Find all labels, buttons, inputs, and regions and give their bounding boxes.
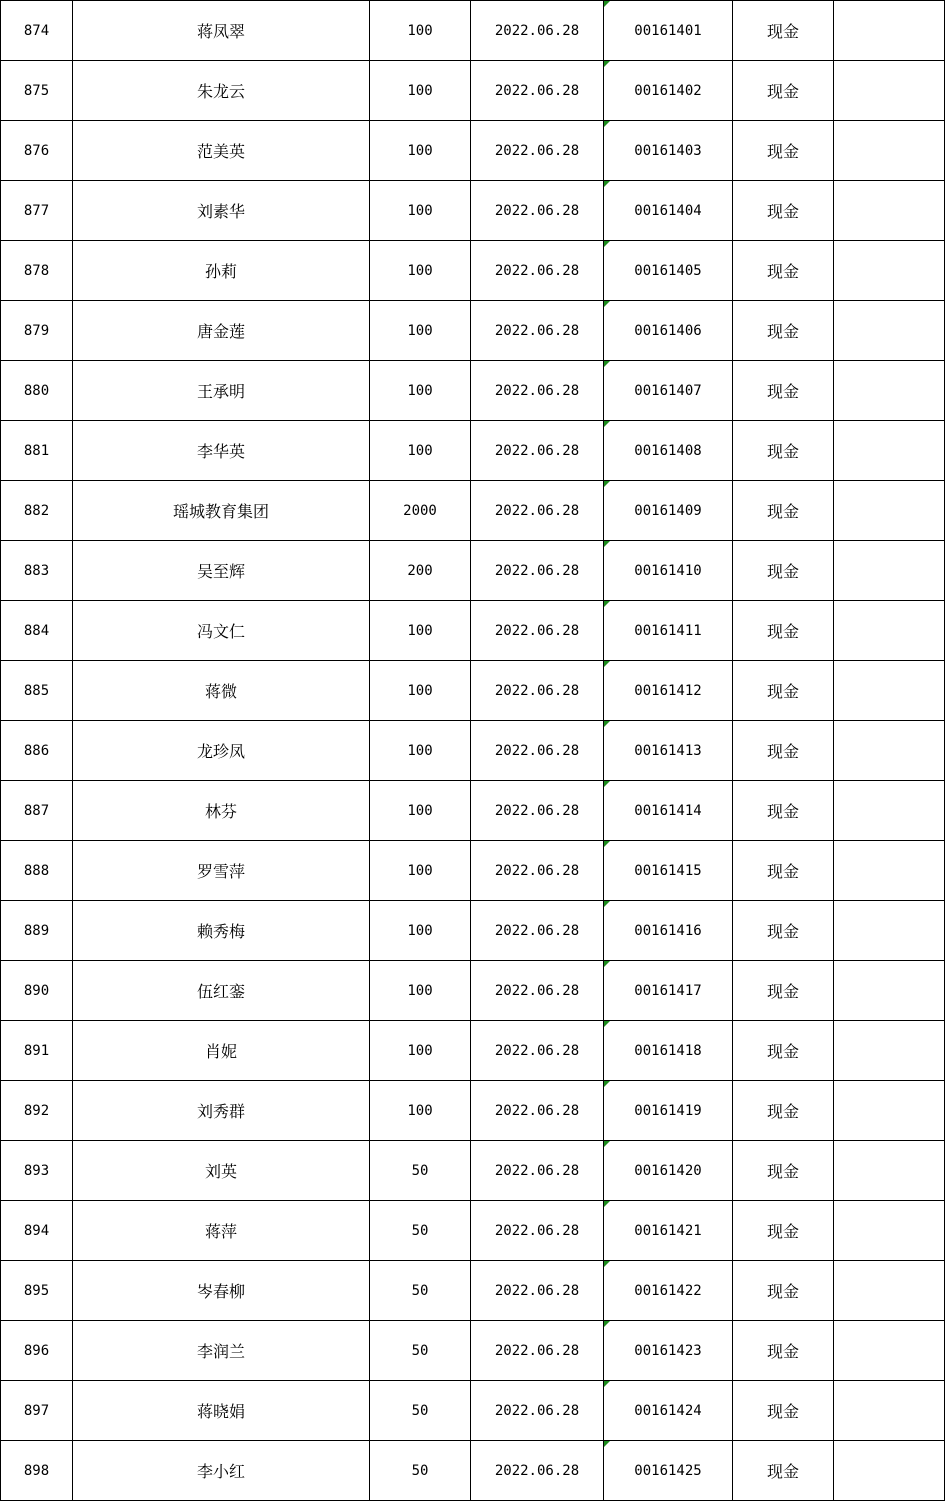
- row-number-cell: 890: [1, 961, 73, 1021]
- donor-name-cell: 朱龙云: [73, 61, 370, 121]
- receipt-number-text: 00161408: [634, 442, 702, 459]
- row-number-cell: 883: [1, 541, 73, 601]
- amount-cell: 50: [370, 1441, 471, 1501]
- table-row: [1, 241, 945, 301]
- amount-cell: 50: [370, 1201, 471, 1261]
- date-cell: 2022.06.28: [471, 1441, 604, 1501]
- receipt-number-cell: [604, 961, 733, 1021]
- payment-method-cell: 现金: [733, 661, 834, 721]
- receipt-number-cell: [604, 1381, 733, 1441]
- receipt-number-cell: [604, 1441, 733, 1501]
- payment-method-cell: 现金: [733, 1201, 834, 1261]
- receipt-number-text: 00161418: [634, 1042, 702, 1059]
- row-number-cell: 897: [1, 1381, 73, 1441]
- donor-name-cell: 林芬: [73, 781, 370, 841]
- receipt-number-text: 00161414: [634, 802, 702, 819]
- row-number-cell: 884: [1, 601, 73, 661]
- table-row: [1, 781, 945, 841]
- amount-cell: 100: [370, 61, 471, 121]
- payment-method-cell: 现金: [733, 541, 834, 601]
- receipt-number-cell: [604, 361, 733, 421]
- receipt-number-cell: [604, 181, 733, 241]
- receipt-number-cell: [604, 1081, 733, 1141]
- donor-name-cell: 李小红: [73, 1441, 370, 1501]
- receipt-number-text: 00161416: [634, 922, 702, 939]
- amount-cell: 100: [370, 901, 471, 961]
- payment-method-cell: 现金: [733, 361, 834, 421]
- receipt-number-text: 00161422: [634, 1282, 702, 1299]
- payment-method-cell: 现金: [733, 961, 834, 1021]
- table-row: [1, 721, 945, 781]
- amount-cell: 100: [370, 1021, 471, 1081]
- remark-cell: [834, 301, 945, 361]
- amount-cell: 50: [370, 1141, 471, 1201]
- text-format-marker-icon: [604, 601, 610, 607]
- remark-cell: [834, 661, 945, 721]
- date-cell: 2022.06.28: [471, 1081, 604, 1141]
- row-number-cell: 875: [1, 61, 73, 121]
- table-row: [1, 1321, 945, 1381]
- receipt-number-text: 00161423: [634, 1342, 702, 1359]
- remark-cell: [834, 421, 945, 481]
- text-format-marker-icon: [604, 541, 610, 547]
- remark-cell: [834, 61, 945, 121]
- amount-cell: 100: [370, 601, 471, 661]
- remark-cell: [834, 721, 945, 781]
- row-number-cell: 894: [1, 1201, 73, 1261]
- receipt-number-text: 00161420: [634, 1162, 702, 1179]
- receipt-number-cell: [604, 421, 733, 481]
- remark-cell: [834, 841, 945, 901]
- date-cell: 2022.06.28: [471, 481, 604, 541]
- table-row: [1, 1081, 945, 1141]
- table-row: [1, 1441, 945, 1501]
- receipt-number-text: 00161413: [634, 742, 702, 759]
- row-number-cell: 880: [1, 361, 73, 421]
- payment-method-cell: 现金: [733, 1321, 834, 1381]
- table-row: [1, 841, 945, 901]
- text-format-marker-icon: [604, 121, 610, 127]
- text-format-marker-icon: [604, 1321, 610, 1327]
- text-format-marker-icon: [604, 1381, 610, 1387]
- amount-cell: 50: [370, 1321, 471, 1381]
- receipt-number-cell: [604, 481, 733, 541]
- amount-cell: 100: [370, 181, 471, 241]
- table-row: [1, 1201, 945, 1261]
- payment-method-cell: 现金: [733, 481, 834, 541]
- donor-name-cell: 岑春柳: [73, 1261, 370, 1321]
- receipt-number-text: 00161407: [634, 382, 702, 399]
- row-number-cell: 892: [1, 1081, 73, 1141]
- payment-method-cell: 现金: [733, 901, 834, 961]
- text-format-marker-icon: [604, 241, 610, 247]
- remark-cell: [834, 1021, 945, 1081]
- payment-method-cell: 现金: [733, 1261, 834, 1321]
- date-cell: 2022.06.28: [471, 61, 604, 121]
- row-number-cell: 896: [1, 1321, 73, 1381]
- table-row: [1, 481, 945, 541]
- text-format-marker-icon: [604, 181, 610, 187]
- text-format-marker-icon: [604, 1, 610, 7]
- date-cell: 2022.06.28: [471, 781, 604, 841]
- remark-cell: [834, 961, 945, 1021]
- donor-name-cell: 蒋晓娟: [73, 1381, 370, 1441]
- donor-name-cell: 刘素华: [73, 181, 370, 241]
- receipt-number-text: 00161424: [634, 1402, 702, 1419]
- amount-cell: 100: [370, 361, 471, 421]
- receipt-number-cell: [604, 1321, 733, 1381]
- receipt-number-text: 00161404: [634, 202, 702, 219]
- amount-cell: 100: [370, 961, 471, 1021]
- text-format-marker-icon: [604, 1201, 610, 1207]
- donor-name-cell: 蒋萍: [73, 1201, 370, 1261]
- date-cell: 2022.06.28: [471, 661, 604, 721]
- remark-cell: [834, 361, 945, 421]
- donor-name-cell: 刘秀群: [73, 1081, 370, 1141]
- text-format-marker-icon: [604, 721, 610, 727]
- payment-method-cell: 现金: [733, 1, 834, 61]
- amount-cell: 100: [370, 661, 471, 721]
- donor-name-cell: 唐金莲: [73, 301, 370, 361]
- receipt-number-text: 00161410: [634, 562, 702, 579]
- remark-cell: [834, 1321, 945, 1381]
- amount-cell: 100: [370, 121, 471, 181]
- text-format-marker-icon: [604, 661, 610, 667]
- amount-cell: 100: [370, 421, 471, 481]
- remark-cell: [834, 181, 945, 241]
- date-cell: 2022.06.28: [471, 721, 604, 781]
- date-cell: 2022.06.28: [471, 301, 604, 361]
- receipt-number-cell: [604, 1201, 733, 1261]
- row-number-cell: 876: [1, 121, 73, 181]
- payment-method-cell: 现金: [733, 1381, 834, 1441]
- date-cell: 2022.06.28: [471, 961, 604, 1021]
- date-cell: 2022.06.28: [471, 1201, 604, 1261]
- receipt-number-text: 00161421: [634, 1222, 702, 1239]
- text-format-marker-icon: [604, 421, 610, 427]
- text-format-marker-icon: [604, 361, 610, 367]
- remark-cell: [834, 781, 945, 841]
- text-format-marker-icon: [604, 1021, 610, 1027]
- row-number-cell: 898: [1, 1441, 73, 1501]
- text-format-marker-icon: [604, 841, 610, 847]
- table-row: [1, 421, 945, 481]
- payment-method-cell: 现金: [733, 241, 834, 301]
- amount-cell: 50: [370, 1261, 471, 1321]
- amount-cell: 100: [370, 241, 471, 301]
- donor-name-cell: 蒋凤翠: [73, 1, 370, 61]
- date-cell: 2022.06.28: [471, 1321, 604, 1381]
- receipt-number-text: 00161402: [634, 82, 702, 99]
- receipt-number-cell: [604, 1, 733, 61]
- receipt-number-text: 00161415: [634, 862, 702, 879]
- text-format-marker-icon: [604, 1441, 610, 1447]
- amount-cell: 2000: [370, 481, 471, 541]
- donor-name-cell: 瑶城教育集团: [73, 481, 370, 541]
- table-row: [1, 361, 945, 421]
- date-cell: 2022.06.28: [471, 1, 604, 61]
- table-row: [1, 1381, 945, 1441]
- row-number-cell: 877: [1, 181, 73, 241]
- text-format-marker-icon: [604, 781, 610, 787]
- remark-cell: [834, 1141, 945, 1201]
- receipt-number-cell: [604, 1141, 733, 1201]
- text-format-marker-icon: [604, 481, 610, 487]
- table-row: [1, 901, 945, 961]
- receipt-number-cell: [604, 541, 733, 601]
- remark-cell: [834, 1441, 945, 1501]
- receipt-number-text: 00161401: [634, 22, 702, 39]
- receipt-number-cell: [604, 601, 733, 661]
- row-number-cell: 874: [1, 1, 73, 61]
- remark-cell: [834, 1381, 945, 1441]
- date-cell: 2022.06.28: [471, 241, 604, 301]
- payment-method-cell: 现金: [733, 1441, 834, 1501]
- remark-cell: [834, 541, 945, 601]
- donor-name-cell: 赖秀梅: [73, 901, 370, 961]
- donor-name-cell: 吴至辉: [73, 541, 370, 601]
- receipt-number-text: 00161419: [634, 1102, 702, 1119]
- date-cell: 2022.06.28: [471, 841, 604, 901]
- table-row: [1, 541, 945, 601]
- amount-cell: 100: [370, 781, 471, 841]
- donor-name-cell: 李润兰: [73, 1321, 370, 1381]
- receipt-number-text: 00161405: [634, 262, 702, 279]
- receipt-number-cell: [604, 121, 733, 181]
- amount-cell: 200: [370, 541, 471, 601]
- date-cell: 2022.06.28: [471, 901, 604, 961]
- row-number-cell: 878: [1, 241, 73, 301]
- row-number-cell: 891: [1, 1021, 73, 1081]
- donor-name-cell: 孙莉: [73, 241, 370, 301]
- receipt-number-text: 00161411: [634, 622, 702, 639]
- receipt-number-cell: [604, 901, 733, 961]
- text-format-marker-icon: [604, 61, 610, 67]
- payment-method-cell: 现金: [733, 61, 834, 121]
- date-cell: 2022.06.28: [471, 1021, 604, 1081]
- date-cell: 2022.06.28: [471, 421, 604, 481]
- donor-name-cell: 罗雪萍: [73, 841, 370, 901]
- payment-method-cell: 现金: [733, 781, 834, 841]
- table-row: [1, 1021, 945, 1081]
- donor-name-cell: 龙珍凤: [73, 721, 370, 781]
- remark-cell: [834, 121, 945, 181]
- receipt-number-text: 00161412: [634, 682, 702, 699]
- payment-method-cell: 现金: [733, 601, 834, 661]
- ledger-body: [1, 1, 945, 1501]
- table-row: [1, 301, 945, 361]
- receipt-number-text: 00161417: [634, 982, 702, 999]
- text-format-marker-icon: [604, 301, 610, 307]
- text-format-marker-icon: [604, 1141, 610, 1147]
- amount-cell: 100: [370, 1081, 471, 1141]
- row-number-cell: 879: [1, 301, 73, 361]
- payment-method-cell: 现金: [733, 121, 834, 181]
- remark-cell: [834, 901, 945, 961]
- receipt-number-cell: [604, 721, 733, 781]
- donor-name-cell: 范美英: [73, 121, 370, 181]
- row-number-cell: 882: [1, 481, 73, 541]
- table-row: [1, 961, 945, 1021]
- receipt-number-text: 00161425: [634, 1462, 702, 1479]
- payment-method-cell: 现金: [733, 1021, 834, 1081]
- row-number-cell: 881: [1, 421, 73, 481]
- remark-cell: [834, 601, 945, 661]
- remark-cell: [834, 481, 945, 541]
- receipt-number-text: 00161406: [634, 322, 702, 339]
- table-row: [1, 661, 945, 721]
- receipt-number-cell: [604, 841, 733, 901]
- text-format-marker-icon: [604, 961, 610, 967]
- receipt-number-cell: [604, 781, 733, 841]
- text-format-marker-icon: [604, 1261, 610, 1267]
- donor-name-cell: 王承明: [73, 361, 370, 421]
- amount-cell: 100: [370, 301, 471, 361]
- receipt-number-cell: [604, 661, 733, 721]
- table-row: [1, 1141, 945, 1201]
- text-format-marker-icon: [604, 901, 610, 907]
- date-cell: 2022.06.28: [471, 541, 604, 601]
- amount-cell: 100: [370, 1, 471, 61]
- donor-name-cell: 伍红銮: [73, 961, 370, 1021]
- row-number-cell: 893: [1, 1141, 73, 1201]
- row-number-cell: 885: [1, 661, 73, 721]
- receipt-number-cell: [604, 301, 733, 361]
- date-cell: 2022.06.28: [471, 181, 604, 241]
- row-number-cell: 888: [1, 841, 73, 901]
- date-cell: 2022.06.28: [471, 1141, 604, 1201]
- table-row: [1, 1, 945, 61]
- amount-cell: 50: [370, 1381, 471, 1441]
- remark-cell: [834, 1, 945, 61]
- payment-method-cell: 现金: [733, 301, 834, 361]
- donor-name-cell: 刘英: [73, 1141, 370, 1201]
- date-cell: 2022.06.28: [471, 601, 604, 661]
- table-row: [1, 121, 945, 181]
- payment-method-cell: 现金: [733, 421, 834, 481]
- table-row: [1, 61, 945, 121]
- donor-name-cell: 肖妮: [73, 1021, 370, 1081]
- payment-method-cell: 现金: [733, 1141, 834, 1201]
- donor-name-cell: 蒋微: [73, 661, 370, 721]
- payment-method-cell: 现金: [733, 721, 834, 781]
- date-cell: 2022.06.28: [471, 121, 604, 181]
- text-format-marker-icon: [604, 1081, 610, 1087]
- row-number-cell: 889: [1, 901, 73, 961]
- payment-method-cell: 现金: [733, 1081, 834, 1141]
- table-row: [1, 601, 945, 661]
- receipt-number-text: 00161409: [634, 502, 702, 519]
- row-number-cell: 886: [1, 721, 73, 781]
- table-row: [1, 1261, 945, 1321]
- amount-cell: 100: [370, 721, 471, 781]
- date-cell: 2022.06.28: [471, 361, 604, 421]
- payment-method-cell: 现金: [733, 841, 834, 901]
- row-number-cell: 887: [1, 781, 73, 841]
- table-row: [1, 181, 945, 241]
- receipt-number-cell: [604, 61, 733, 121]
- amount-cell: 100: [370, 841, 471, 901]
- receipt-number-cell: [604, 1021, 733, 1081]
- remark-cell: [834, 1261, 945, 1321]
- remark-cell: [834, 241, 945, 301]
- payment-method-cell: 现金: [733, 181, 834, 241]
- receipt-number-cell: [604, 241, 733, 301]
- donor-name-cell: 冯文仁: [73, 601, 370, 661]
- row-number-cell: 895: [1, 1261, 73, 1321]
- receipt-number-cell: [604, 1261, 733, 1321]
- date-cell: 2022.06.28: [471, 1261, 604, 1321]
- remark-cell: [834, 1201, 945, 1261]
- remark-cell: [834, 1081, 945, 1141]
- date-cell: 2022.06.28: [471, 1381, 604, 1441]
- receipt-number-text: 00161403: [634, 142, 702, 159]
- donor-name-cell: 李华英: [73, 421, 370, 481]
